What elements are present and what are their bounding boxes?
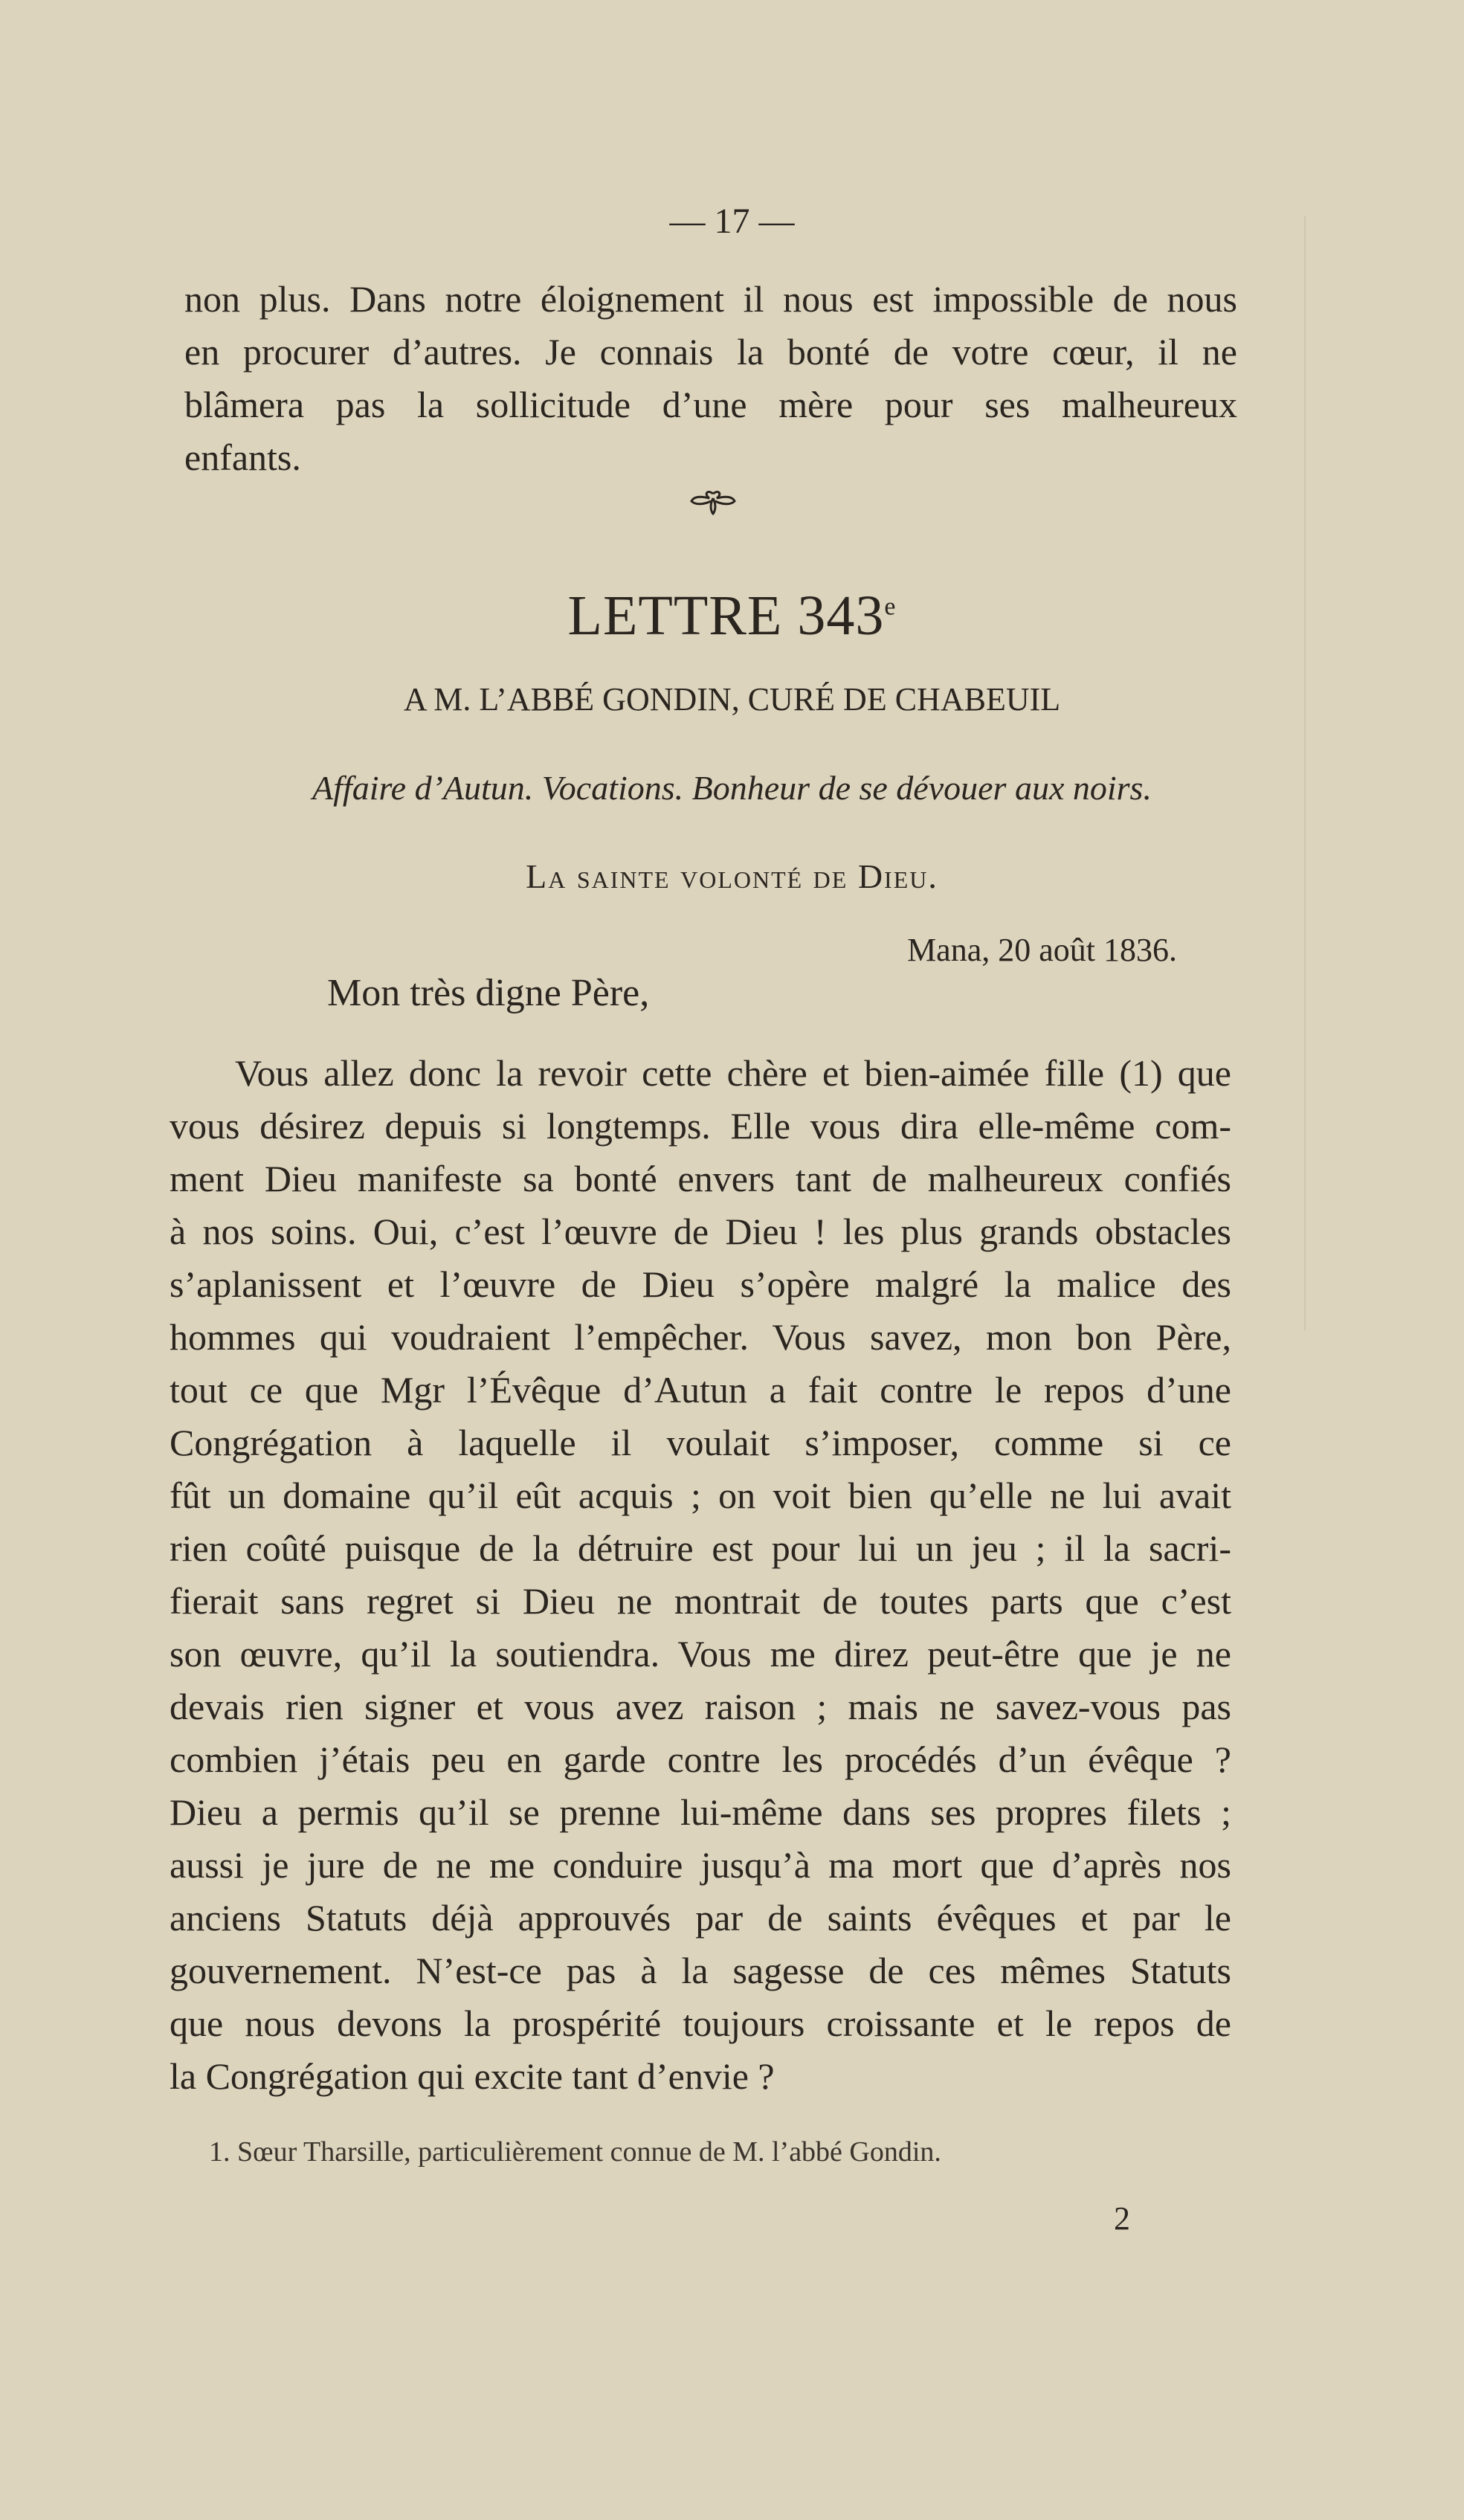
- text-line: rien coûté puisque de la détruire est pour lui un jeu ; il la sacri-: [170, 1527, 1231, 1569]
- fleuron-icon: [687, 488, 739, 521]
- text-line: non plus. Dans notre éloignement il nous est impossible de nous: [184, 278, 1237, 320]
- text-line: fierait sans regret si Dieu ne montrait de toutes parts que c’est: [170, 1580, 1231, 1622]
- text-line: ment Dieu manifeste sa bonté envers tant de malheureux confiés: [170, 1158, 1231, 1199]
- text-line: anciens Statuts déjà approuvés par de saints évêques et par le: [170, 1897, 1231, 1939]
- page-number: — 17 —: [669, 202, 795, 241]
- text-line: tout ce que Mgr l’Évêque d’Autun a fait contre le repos d’une: [170, 1369, 1231, 1411]
- text-line: Congrégation à laquelle il voulait s’imposer, comme si ce: [170, 1422, 1231, 1463]
- letter-title: [0, 584, 1464, 648]
- text-line: gouvernement. N’est-ce pas à la sagesse de ces mêmes Statuts: [170, 1950, 1231, 1991]
- text-line: s’aplanissent et l’œuvre de Dieu s’opère malgré la malice des: [170, 1263, 1231, 1305]
- text-line: devais rien signer et vous avez raison ; mais ne savez-vous pas: [170, 1686, 1231, 1727]
- text-line: Dieu a permis qu’il se prenne lui-même dans ses propres filets ;: [170, 1791, 1231, 1833]
- text-line: hommes qui voudraient l’empêcher. Vous savez, mon bon Père,: [170, 1316, 1231, 1358]
- continuation-paragraph: [184, 273, 1237, 484]
- text-line: son œuvre, qu’il la soutiendra. Vous me direz peut-être que je ne: [170, 1633, 1231, 1675]
- text-line: fût un domaine qu’il eût acquis ; on voit bien qu’elle ne lui avait: [170, 1475, 1231, 1516]
- place-date: Mana, 20 août 1836.: [907, 932, 1177, 968]
- signature-mark: 2: [1114, 2200, 1130, 2237]
- footnote: 1. Sœur Tharsille, particulièrement connue de M. l’abbé Gondin.: [209, 2136, 941, 2168]
- text-line: en procurer d’autres. Je connais la bonté de votre cœur, il ne: [184, 331, 1237, 373]
- letter-body: [170, 1047, 1231, 2103]
- text-line: que nous devons la prospérité toujours croissante et le repos de: [170, 2002, 1231, 2044]
- letter-recipient: A M. L’ABBÉ GONDIN, CURÉ DE CHABEUIL: [403, 681, 1061, 718]
- text-line: enfants.: [184, 436, 301, 478]
- salutation: Mon très digne Père,: [327, 972, 650, 1014]
- text-line: vous désirez depuis si longtemps. Elle vous dira elle-même com-: [170, 1105, 1231, 1147]
- letter-motto: La sainte volonté de Dieu.: [526, 857, 938, 895]
- text-line: Vous allez donc la revoir cette chère et bien-aimée fille (1) que: [235, 1052, 1231, 1094]
- text-line: la Congrégation qui excite tant d’envie ?: [170, 2055, 775, 2097]
- letter-title-sup: e: [884, 593, 897, 621]
- letter-summary: Affaire d’Autun. Vocations. Bonheur de se dévouer aux noirs.: [312, 769, 1152, 807]
- letter-title-text: LETTRE 343: [567, 584, 885, 647]
- text-line: à nos soins. Oui, c’est l’œuvre de Dieu ! les plus grands obstacles: [170, 1211, 1231, 1252]
- text-line: combien j’étais peu en garde contre les procédés d’un évêque ?: [170, 1738, 1231, 1780]
- text-line: aussi je jure de ne me conduire jusqu’à ma mort que d’après nos: [170, 1844, 1231, 1886]
- text-line: blâmera pas la sollicitude d’une mère pour ses malheureux: [184, 384, 1237, 425]
